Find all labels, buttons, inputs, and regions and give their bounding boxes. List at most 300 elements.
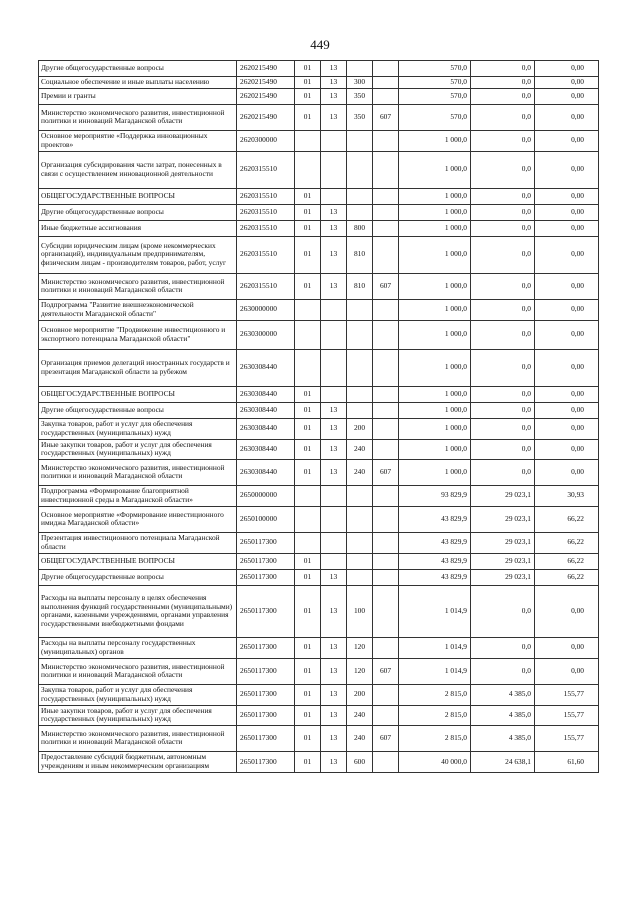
row-target-code: 2630308440 (237, 349, 295, 386)
table-row (39, 130, 599, 151)
table-row (39, 532, 599, 553)
row-expense-type: 240 (347, 459, 373, 485)
row-expense-type (347, 188, 373, 204)
row-admin-code (373, 188, 399, 204)
row-planned-amount: 1 000,0 (399, 439, 471, 459)
table-row (39, 506, 599, 532)
row-admin-code (373, 349, 399, 386)
row-expense-type: 600 (347, 751, 373, 772)
row-planned-amount: 1 000,0 (399, 220, 471, 236)
row-expense-type (347, 485, 373, 506)
table-row (39, 88, 599, 104)
row-admin-code (373, 151, 399, 188)
row-expense-type (347, 204, 373, 220)
row-name: Организация приемов делегаций иностранных государств и презентация Магаданской области за рубежом (39, 349, 237, 386)
row-subsection (321, 320, 347, 349)
row-percent: 0,00 (535, 61, 599, 77)
table-row (39, 637, 599, 658)
row-target-code: 2650117300 (237, 553, 295, 569)
row-expense-type (347, 320, 373, 349)
row-admin-code (373, 705, 399, 725)
row-percent: 0,00 (535, 658, 599, 684)
row-executed-amount: 0,0 (471, 637, 535, 658)
table-row (39, 439, 599, 459)
row-planned-amount: 1 000,0 (399, 236, 471, 273)
row-section: 01 (295, 273, 321, 299)
row-name: Расходы на выплаты персоналу в целях обеспечения выполнения функций государственными (муниципальными) органами, казенными учреждениями, органами управления государственными внебюджетными фондами (39, 585, 237, 637)
row-section: 01 (295, 658, 321, 684)
row-planned-amount: 1 000,0 (399, 273, 471, 299)
row-admin-code: 607 (373, 459, 399, 485)
row-percent: 0,00 (535, 151, 599, 188)
row-section: 01 (295, 459, 321, 485)
row-planned-amount: 1 000,0 (399, 130, 471, 151)
row-subsection (321, 386, 347, 402)
table-row (39, 320, 599, 349)
row-subsection: 13 (321, 402, 347, 418)
row-planned-amount: 1 000,0 (399, 418, 471, 439)
row-planned-amount: 1 000,0 (399, 402, 471, 418)
row-name: Иные закупки товаров, работ и услуг для обеспечения государственных (муниципальных) нужд (39, 439, 237, 459)
row-planned-amount: 570,0 (399, 104, 471, 130)
row-planned-amount: 1 000,0 (399, 204, 471, 220)
table-row (39, 204, 599, 220)
row-name: ОБЩЕГОСУДАРСТВЕННЫЕ ВОПРОСЫ (39, 553, 237, 569)
row-planned-amount: 40 000,0 (399, 751, 471, 772)
table-row (39, 569, 599, 585)
row-expense-type (347, 151, 373, 188)
row-subsection: 13 (321, 236, 347, 273)
row-target-code: 2630308440 (237, 439, 295, 459)
table-row (39, 418, 599, 439)
row-percent: 66,22 (535, 506, 599, 532)
row-name: Иные бюджетные ассигнования (39, 220, 237, 236)
row-section: 01 (295, 418, 321, 439)
row-admin-code (373, 236, 399, 273)
row-admin-code (373, 585, 399, 637)
row-target-code: 2620315510 (237, 236, 295, 273)
row-executed-amount: 4 385,0 (471, 684, 535, 705)
row-section: 01 (295, 88, 321, 104)
row-planned-amount: 93 829,9 (399, 485, 471, 506)
row-subsection: 13 (321, 725, 347, 751)
row-executed-amount: 0,0 (471, 459, 535, 485)
row-planned-amount: 1 000,0 (399, 151, 471, 188)
row-expense-type: 350 (347, 88, 373, 104)
row-section: 01 (295, 569, 321, 585)
row-admin-code: 607 (373, 104, 399, 130)
row-admin-code (373, 439, 399, 459)
row-name: Подпрограмма "Развитие внешнеэкономической деятельности Магаданской области" (39, 299, 237, 320)
row-target-code: 2650117300 (237, 585, 295, 637)
row-name: Премии и гранты (39, 88, 237, 104)
row-expense-type: 810 (347, 236, 373, 273)
row-subsection: 13 (321, 104, 347, 130)
row-section: 01 (295, 684, 321, 705)
row-section (295, 299, 321, 320)
row-target-code: 2630308440 (237, 418, 295, 439)
row-executed-amount: 29 023,1 (471, 506, 535, 532)
row-admin-code (373, 386, 399, 402)
row-subsection: 13 (321, 569, 347, 585)
row-name: Другие общегосударственные вопросы (39, 569, 237, 585)
row-percent: 0,00 (535, 88, 599, 104)
row-admin-code (373, 418, 399, 439)
row-planned-amount: 1 000,0 (399, 386, 471, 402)
table-row (39, 349, 599, 386)
row-expense-type: 200 (347, 684, 373, 705)
row-section (295, 485, 321, 506)
row-subsection (321, 151, 347, 188)
row-section (295, 506, 321, 532)
row-executed-amount: 0,0 (471, 418, 535, 439)
row-percent: 155,77 (535, 725, 599, 751)
row-target-code: 2630000000 (237, 299, 295, 320)
row-percent: 66,22 (535, 532, 599, 553)
row-percent: 0,00 (535, 236, 599, 273)
row-target-code: 2650117300 (237, 684, 295, 705)
row-target-code: 2620315510 (237, 273, 295, 299)
table-row (39, 402, 599, 418)
row-admin-code (373, 402, 399, 418)
row-subsection: 13 (321, 705, 347, 725)
row-admin-code (373, 88, 399, 104)
row-executed-amount: 0,0 (471, 386, 535, 402)
row-executed-amount: 29 023,1 (471, 569, 535, 585)
row-admin-code (373, 61, 399, 77)
row-expense-type (347, 569, 373, 585)
row-admin-code (373, 569, 399, 585)
row-percent: 0,00 (535, 439, 599, 459)
row-admin-code (373, 130, 399, 151)
row-percent: 0,00 (535, 402, 599, 418)
row-subsection: 13 (321, 77, 347, 89)
row-target-code: 2650117300 (237, 569, 295, 585)
row-subsection: 13 (321, 658, 347, 684)
table-row (39, 220, 599, 236)
row-executed-amount: 4 385,0 (471, 725, 535, 751)
row-name: Другие общегосударственные вопросы (39, 402, 237, 418)
row-executed-amount: 0,0 (471, 585, 535, 637)
row-section: 01 (295, 204, 321, 220)
row-section: 01 (295, 77, 321, 89)
row-percent: 0,00 (535, 459, 599, 485)
row-expense-type: 800 (347, 220, 373, 236)
row-expense-type: 240 (347, 705, 373, 725)
row-executed-amount: 0,0 (471, 151, 535, 188)
row-expense-type (347, 386, 373, 402)
row-planned-amount: 43 829,9 (399, 532, 471, 553)
row-executed-amount: 0,0 (471, 349, 535, 386)
row-admin-code: 607 (373, 273, 399, 299)
row-subsection: 13 (321, 61, 347, 77)
row-target-code: 2620215490 (237, 77, 295, 89)
row-target-code: 2630308440 (237, 386, 295, 402)
row-section (295, 130, 321, 151)
row-target-code: 2650117300 (237, 637, 295, 658)
row-planned-amount: 2 815,0 (399, 684, 471, 705)
row-subsection: 13 (321, 684, 347, 705)
row-admin-code (373, 506, 399, 532)
row-subsection (321, 485, 347, 506)
row-name: Основное мероприятие «Поддержка инновационных проектов» (39, 130, 237, 151)
row-executed-amount: 0,0 (471, 320, 535, 349)
row-expense-type (347, 130, 373, 151)
row-planned-amount: 1 014,9 (399, 585, 471, 637)
table-row (39, 725, 599, 751)
row-section: 01 (295, 637, 321, 658)
row-section (295, 320, 321, 349)
row-percent: 0,00 (535, 386, 599, 402)
row-name: Предоставление субсидий бюджетным, автономным учреждениям и иным некоммерческим организациям (39, 751, 237, 772)
row-planned-amount: 1 000,0 (399, 320, 471, 349)
row-expense-type (347, 299, 373, 320)
row-name: ОБЩЕГОСУДАРСТВЕННЫЕ ВОПРОСЫ (39, 386, 237, 402)
row-admin-code (373, 204, 399, 220)
row-executed-amount: 4 385,0 (471, 705, 535, 725)
row-executed-amount: 29 023,1 (471, 485, 535, 506)
row-name: Иные закупки товаров, работ и услуг для обеспечения государственных (муниципальных) нужд (39, 705, 237, 725)
row-expense-type: 120 (347, 637, 373, 658)
row-admin-code (373, 751, 399, 772)
row-name: Субсидии юридическим лицам (кроме некоммерческих организаций), индивидуальным предпринимателям, физическим лицам - производителям товаров, работ, услуг (39, 236, 237, 273)
row-section: 01 (295, 705, 321, 725)
row-percent: 0,00 (535, 637, 599, 658)
row-planned-amount: 1 014,9 (399, 658, 471, 684)
row-subsection: 13 (321, 204, 347, 220)
row-expense-type (347, 402, 373, 418)
row-section: 01 (295, 553, 321, 569)
row-subsection (321, 349, 347, 386)
row-name: Основное мероприятие «Формирование инвестиционного имиджа Магаданской области» (39, 506, 237, 532)
budget-table (38, 60, 599, 773)
row-admin-code (373, 532, 399, 553)
row-target-code: 2620215490 (237, 88, 295, 104)
row-expense-type: 100 (347, 585, 373, 637)
row-expense-type (347, 61, 373, 77)
row-admin-code (373, 320, 399, 349)
row-expense-type: 200 (347, 418, 373, 439)
row-name: Министерство экономического развития, инвестиционной политики и инноваций Магаданской области (39, 658, 237, 684)
row-name: Презентация инвестиционного потенциала Магаданской области (39, 532, 237, 553)
row-expense-type (347, 553, 373, 569)
row-expense-type: 120 (347, 658, 373, 684)
row-subsection: 13 (321, 637, 347, 658)
page-number: 449 (310, 37, 330, 52)
table-row (39, 77, 599, 89)
row-executed-amount: 29 023,1 (471, 553, 535, 569)
row-percent: 0,00 (535, 130, 599, 151)
row-subsection (321, 553, 347, 569)
row-name: Министерство экономического развития, инвестиционной политики и инноваций Магаданской области (39, 104, 237, 130)
table-row (39, 299, 599, 320)
table-row (39, 386, 599, 402)
row-section (295, 151, 321, 188)
row-percent: 0,00 (535, 349, 599, 386)
row-planned-amount: 570,0 (399, 77, 471, 89)
row-section: 01 (295, 188, 321, 204)
row-name: Подпрограмма «Формирование благоприятной инвестиционной среды в Магаданской области» (39, 485, 237, 506)
row-subsection: 13 (321, 418, 347, 439)
table-row (39, 485, 599, 506)
row-target-code: 2630308440 (237, 402, 295, 418)
row-expense-type: 350 (347, 104, 373, 130)
row-executed-amount: 0,0 (471, 220, 535, 236)
row-expense-type: 810 (347, 273, 373, 299)
row-percent: 30,93 (535, 485, 599, 506)
row-planned-amount: 43 829,9 (399, 569, 471, 585)
row-executed-amount: 0,0 (471, 236, 535, 273)
row-percent: 155,77 (535, 684, 599, 705)
row-expense-type (347, 506, 373, 532)
row-expense-type (347, 532, 373, 553)
row-percent: 0,00 (535, 220, 599, 236)
row-executed-amount: 0,0 (471, 273, 535, 299)
row-admin-code (373, 77, 399, 89)
row-target-code: 2650117300 (237, 705, 295, 725)
row-percent: 0,00 (535, 104, 599, 130)
row-expense-type: 240 (347, 439, 373, 459)
row-section: 01 (295, 386, 321, 402)
row-section: 01 (295, 61, 321, 77)
row-section: 01 (295, 751, 321, 772)
table-row (39, 585, 599, 637)
row-target-code: 2650117300 (237, 725, 295, 751)
row-subsection (321, 299, 347, 320)
row-subsection: 13 (321, 220, 347, 236)
row-percent: 0,00 (535, 273, 599, 299)
row-admin-code (373, 299, 399, 320)
row-admin-code (373, 553, 399, 569)
row-percent: 155,77 (535, 705, 599, 725)
row-planned-amount: 1 000,0 (399, 459, 471, 485)
row-admin-code (373, 637, 399, 658)
row-planned-amount: 1 000,0 (399, 299, 471, 320)
row-section: 01 (295, 104, 321, 130)
row-section: 01 (295, 220, 321, 236)
row-executed-amount: 0,0 (471, 402, 535, 418)
row-name: Социальное обеспечение и иные выплаты населению (39, 77, 237, 89)
row-section: 01 (295, 439, 321, 459)
table-row (39, 151, 599, 188)
row-target-code: 2650000000 (237, 485, 295, 506)
row-percent: 0,00 (535, 320, 599, 349)
row-name: Министерство экономического развития, инвестиционной политики и инноваций Магаданской области (39, 459, 237, 485)
row-target-code: 2620315510 (237, 204, 295, 220)
row-executed-amount: 0,0 (471, 204, 535, 220)
row-admin-code (373, 485, 399, 506)
row-subsection: 13 (321, 273, 347, 299)
row-percent: 0,00 (535, 204, 599, 220)
table-row (39, 705, 599, 725)
row-section (295, 532, 321, 553)
row-percent: 0,00 (535, 418, 599, 439)
row-name: Другие общегосударственные вопросы (39, 61, 237, 77)
row-section: 01 (295, 402, 321, 418)
row-subsection: 13 (321, 751, 347, 772)
row-percent: 61,60 (535, 751, 599, 772)
row-planned-amount: 43 829,9 (399, 506, 471, 532)
row-target-code: 2630300000 (237, 320, 295, 349)
row-executed-amount: 0,0 (471, 658, 535, 684)
row-section: 01 (295, 585, 321, 637)
row-target-code: 2650117300 (237, 658, 295, 684)
row-percent: 66,22 (535, 553, 599, 569)
row-target-code: 2620300000 (237, 130, 295, 151)
row-subsection: 13 (321, 439, 347, 459)
table-row (39, 236, 599, 273)
row-planned-amount: 2 815,0 (399, 725, 471, 751)
table-row (39, 459, 599, 485)
row-executed-amount: 0,0 (471, 77, 535, 89)
row-planned-amount: 570,0 (399, 61, 471, 77)
row-executed-amount: 24 638,1 (471, 751, 535, 772)
row-target-code: 2620215490 (237, 104, 295, 130)
table-row (39, 553, 599, 569)
table-row (39, 684, 599, 705)
row-expense-type (347, 349, 373, 386)
row-executed-amount: 0,0 (471, 88, 535, 104)
row-admin-code (373, 684, 399, 705)
row-subsection (321, 532, 347, 553)
table-row (39, 751, 599, 772)
row-admin-code: 607 (373, 658, 399, 684)
row-name: ОБЩЕГОСУДАРСТВЕННЫЕ ВОПРОСЫ (39, 188, 237, 204)
row-name: Министерство экономического развития, инвестиционной политики и инноваций Магаданской области (39, 725, 237, 751)
row-subsection: 13 (321, 585, 347, 637)
table-row (39, 61, 599, 77)
row-executed-amount: 0,0 (471, 130, 535, 151)
row-target-code: 2630308440 (237, 459, 295, 485)
row-subsection: 13 (321, 459, 347, 485)
row-name: Расходы на выплаты персоналу государственных (муниципальных) органов (39, 637, 237, 658)
row-planned-amount: 43 829,9 (399, 553, 471, 569)
row-subsection (321, 130, 347, 151)
row-name: Закупка товаров, работ и услуг для обеспечения государственных (муниципальных) нужд (39, 418, 237, 439)
row-subsection (321, 506, 347, 532)
table-row (39, 658, 599, 684)
table-row (39, 188, 599, 204)
row-admin-code: 607 (373, 725, 399, 751)
row-target-code: 2650117300 (237, 751, 295, 772)
row-executed-amount: 0,0 (471, 299, 535, 320)
row-percent: 66,22 (535, 569, 599, 585)
row-expense-type: 300 (347, 77, 373, 89)
row-section: 01 (295, 236, 321, 273)
row-executed-amount: 0,0 (471, 188, 535, 204)
row-subsection (321, 188, 347, 204)
row-planned-amount: 1 000,0 (399, 349, 471, 386)
budget-table-body (39, 61, 599, 773)
row-section: 01 (295, 725, 321, 751)
row-name: Основное мероприятие "Продвижение инвестиционного и экспортного потенциала Магаданской области" (39, 320, 237, 349)
table-row (39, 104, 599, 130)
row-admin-code (373, 220, 399, 236)
row-target-code: 2620315510 (237, 151, 295, 188)
row-expense-type: 240 (347, 725, 373, 751)
row-percent: 0,00 (535, 585, 599, 637)
row-target-code: 2650100000 (237, 506, 295, 532)
row-target-code: 2620315510 (237, 188, 295, 204)
row-planned-amount: 1 014,9 (399, 637, 471, 658)
row-name: Другие общегосударственные вопросы (39, 204, 237, 220)
row-percent: 0,00 (535, 188, 599, 204)
row-name: Организация субсидирования части затрат, понесенных в связи с осуществлением инновационной деятельности (39, 151, 237, 188)
row-target-code: 2620315510 (237, 220, 295, 236)
row-executed-amount: 0,0 (471, 61, 535, 77)
row-executed-amount: 0,0 (471, 439, 535, 459)
row-percent: 0,00 (535, 299, 599, 320)
